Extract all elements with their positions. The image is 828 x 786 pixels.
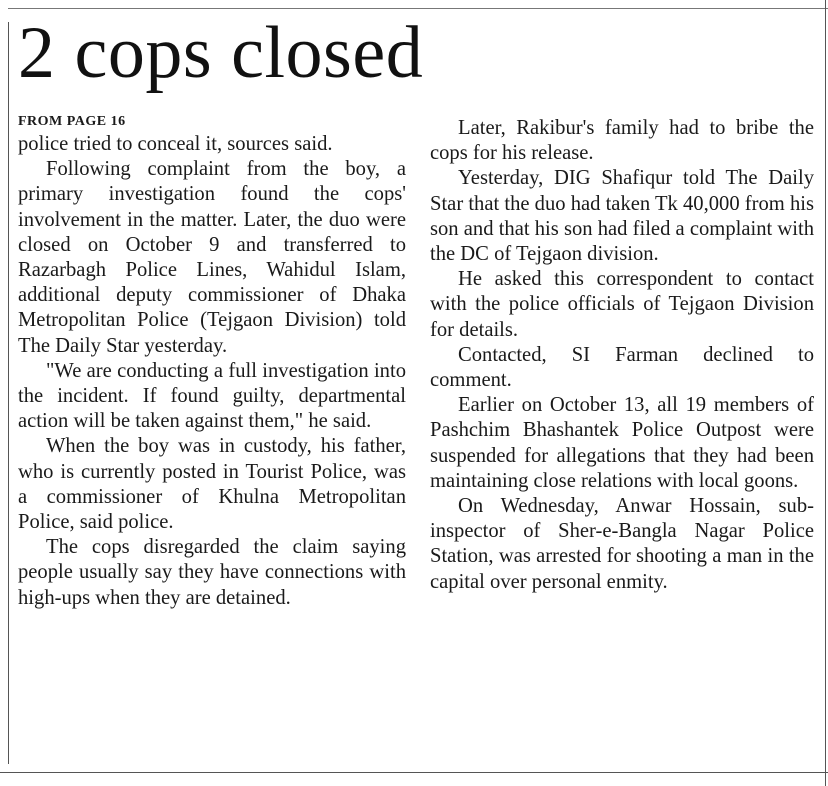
paragraph: When the boy was in custody, his father, who is currently posted in Tourist Police, was a commissioner of Khulna Metropolitan Police, said police. [18,435,406,534]
right-column [430,116,814,595]
bottom-border [0,772,828,773]
paragraph: The cops disregarded the claim saying people usually say they have connections with high-ups when they are detained. [18,536,406,609]
paragraph: He asked this correspondent to contact with the police officials of Tejgaon Division for details. [430,268,814,341]
left-column [18,112,406,611]
paragraph: police tried to conceal it, sources said. [18,133,333,155]
paragraph: "We are conducting a full investigation into the incident. If found guilty, departmental action will be taken against them," he said. [18,359,406,433]
paragraph: Contacted, SI Farman declined to comment. [430,343,814,392]
paragraph: On Wednesday, Anwar Hossain, sub-inspector of Sher-e-Bangla Nagar Police Station, was arrested for shooting a man in the capital over personal enmity. [430,495,814,593]
headline: 2 cops closed [18,12,424,94]
paragraph: Yesterday, DIG Shafiqur told The Daily Star that the duo had taken Tk 40,000 from his son and that his son had filed a complaint with the DC of Tejgaon division. [430,167,814,266]
paragraph: Following complaint from the boy, a primary investigation found the cops' involvement in the matter. Later, the duo were closed on October 9 and transferred to Razarbagh Police Lines, Wahidul Islam, additional deputy commissioner of Dhaka Metropolitan Police (Tejgaon Division) told The Daily Star yesterday. [18,158,406,357]
paragraph: Earlier on October 13, all 19 members of Pashchim Bhashantek Police Outpost were suspended for allegations that they had been maintaining close relations with local goons. [430,394,814,492]
left-border [8,22,9,764]
kicker: FROM PAGE 16 [18,114,126,129]
right-border [825,0,826,786]
paragraph: Later, Rakibur's family had to bribe the cops for his release. [430,117,814,165]
